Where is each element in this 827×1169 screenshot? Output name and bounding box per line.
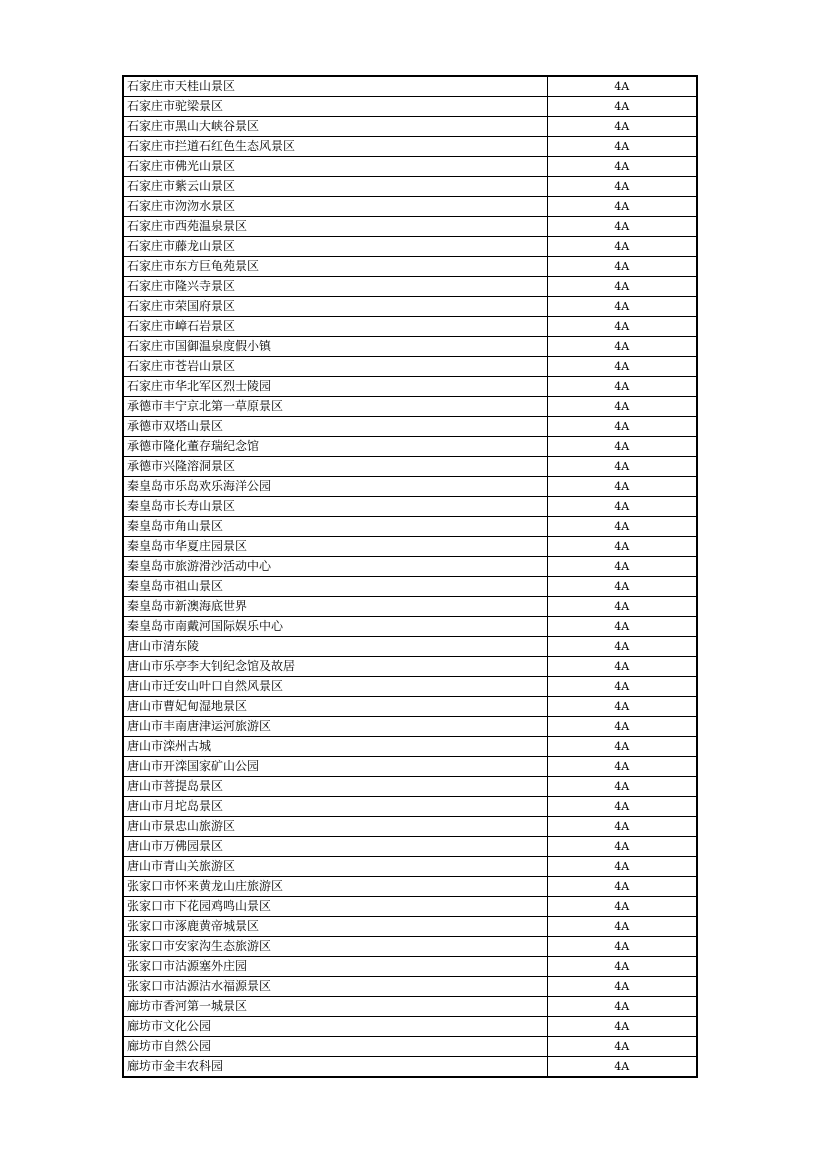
grade-cell: 4A	[547, 717, 697, 737]
table-row	[123, 877, 697, 897]
scenic-area-name-cell: 秦皇岛市角山景区	[123, 517, 547, 537]
grade-cell: 4A	[547, 897, 697, 917]
table-row	[123, 197, 697, 217]
grade-cell: 4A	[547, 76, 697, 97]
scenic-area-name-cell: 唐山市青山关旅游区	[123, 857, 547, 877]
scenic-area-name-cell: 秦皇岛市旅游滑沙活动中心	[123, 557, 547, 577]
grade-cell: 4A	[547, 637, 697, 657]
grade-cell: 4A	[547, 537, 697, 557]
grade-cell: 4A	[547, 957, 697, 977]
table-row	[123, 297, 697, 317]
grade-cell: 4A	[547, 817, 697, 837]
table-row	[123, 897, 697, 917]
grade-cell: 4A	[547, 777, 697, 797]
table-row	[123, 397, 697, 417]
table-row	[123, 277, 697, 297]
grade-cell: 4A	[547, 617, 697, 637]
grade-cell: 4A	[547, 597, 697, 617]
table-row	[123, 957, 697, 977]
scenic-area-name-cell: 唐山市丰南唐津运河旅游区	[123, 717, 547, 737]
grade-cell: 4A	[547, 1037, 697, 1057]
scenic-area-name-cell: 张家口市沽源沽水福源景区	[123, 977, 547, 997]
grade-cell: 4A	[547, 237, 697, 257]
grade-cell: 4A	[547, 117, 697, 137]
scenic-area-name-cell: 石家庄市天桂山景区	[123, 76, 547, 97]
scenic-area-name-cell: 承德市双塔山景区	[123, 417, 547, 437]
scenic-area-name-cell: 石家庄市国御温泉度假小镇	[123, 337, 547, 357]
scenic-area-name-cell: 唐山市迁安山叶口自然风景区	[123, 677, 547, 697]
grade-cell: 4A	[547, 437, 697, 457]
table-row	[123, 177, 697, 197]
grade-cell: 4A	[547, 577, 697, 597]
grade-cell: 4A	[547, 417, 697, 437]
grade-cell: 4A	[547, 657, 697, 677]
table-row	[123, 1057, 697, 1078]
grade-cell: 4A	[547, 477, 697, 497]
scenic-area-name-cell: 张家口市下花园鸡鸣山景区	[123, 897, 547, 917]
scenic-area-name-cell: 唐山市乐亭李大钊纪念馆及故居	[123, 657, 547, 677]
grade-cell: 4A	[547, 297, 697, 317]
table-row	[123, 617, 697, 637]
table-row	[123, 917, 697, 937]
grade-cell: 4A	[547, 497, 697, 517]
grade-cell: 4A	[547, 217, 697, 237]
table-row	[123, 777, 697, 797]
scenic-area-name-cell: 承德市丰宁京北第一草原景区	[123, 397, 547, 417]
scenic-area-name-cell: 石家庄市嶂石岩景区	[123, 317, 547, 337]
table-row	[123, 437, 697, 457]
scenic-area-name-cell: 张家口市怀来黄龙山庄旅游区	[123, 877, 547, 897]
grade-cell: 4A	[547, 877, 697, 897]
scenic-area-name-cell: 石家庄市黑山大峡谷景区	[123, 117, 547, 137]
grade-cell: 4A	[547, 257, 697, 277]
scenic-area-name-cell: 石家庄市紫云山景区	[123, 177, 547, 197]
table-row	[123, 757, 697, 777]
grade-cell: 4A	[547, 977, 697, 997]
grade-cell: 4A	[547, 857, 697, 877]
table-row	[123, 97, 697, 117]
table-row	[123, 157, 697, 177]
table-row	[123, 857, 697, 877]
scenic-area-name-cell: 石家庄市拦道石红色生态风景区	[123, 137, 547, 157]
grade-cell: 4A	[547, 357, 697, 377]
scenic-area-name-cell: 石家庄市苍岩山景区	[123, 357, 547, 377]
scenic-area-name-cell: 石家庄市荣国府景区	[123, 297, 547, 317]
grade-cell: 4A	[547, 97, 697, 117]
scenic-area-name-cell: 唐山市万佛园景区	[123, 837, 547, 857]
grade-cell: 4A	[547, 277, 697, 297]
table-row	[123, 677, 697, 697]
table-row	[123, 557, 697, 577]
table-row	[123, 577, 697, 597]
table-row	[123, 1017, 697, 1037]
table-row	[123, 337, 697, 357]
grade-cell: 4A	[547, 677, 697, 697]
table-row	[123, 797, 697, 817]
scenic-area-table	[122, 75, 698, 1078]
table-row	[123, 357, 697, 377]
scenic-area-name-cell: 唐山市菩提岛景区	[123, 777, 547, 797]
scenic-area-name-cell: 石家庄市藤龙山景区	[123, 237, 547, 257]
scenic-area-name-cell: 石家庄市东方巨龟苑景区	[123, 257, 547, 277]
table-row	[123, 217, 697, 237]
grade-cell: 4A	[547, 757, 697, 777]
scenic-area-name-cell: 廊坊市香河第一城景区	[123, 997, 547, 1017]
table-row	[123, 537, 697, 557]
grade-cell: 4A	[547, 837, 697, 857]
grade-cell: 4A	[547, 177, 697, 197]
scenic-area-name-cell: 唐山市景忠山旅游区	[123, 817, 547, 837]
grade-cell: 4A	[547, 997, 697, 1017]
table-row	[123, 937, 697, 957]
scenic-area-name-cell: 唐山市清东陵	[123, 637, 547, 657]
grade-cell: 4A	[547, 557, 697, 577]
table-row	[123, 517, 697, 537]
grade-cell: 4A	[547, 397, 697, 417]
scenic-area-name-cell: 廊坊市金丰农科园	[123, 1057, 547, 1078]
grade-cell: 4A	[547, 517, 697, 537]
scenic-area-name-cell: 廊坊市自然公园	[123, 1037, 547, 1057]
table-row	[123, 977, 697, 997]
scenic-area-name-cell: 唐山市滦州古城	[123, 737, 547, 757]
grade-cell: 4A	[547, 157, 697, 177]
grade-cell: 4A	[547, 697, 697, 717]
grade-cell: 4A	[547, 937, 697, 957]
table-row	[123, 657, 697, 677]
scenic-area-name-cell: 秦皇岛市长寿山景区	[123, 497, 547, 517]
table-row	[123, 837, 697, 857]
scenic-area-name-cell: 张家口市涿鹿黄帝城景区	[123, 917, 547, 937]
grade-cell: 4A	[547, 317, 697, 337]
scenic-area-name-cell: 秦皇岛市乐岛欢乐海洋公园	[123, 477, 547, 497]
table-body	[123, 76, 697, 1077]
scenic-area-name-cell: 承德市隆化董存瑞纪念馆	[123, 437, 547, 457]
table-row	[123, 257, 697, 277]
grade-cell: 4A	[547, 137, 697, 157]
scenic-area-name-cell: 秦皇岛市南戴河国际娱乐中心	[123, 617, 547, 637]
scenic-area-name-cell: 唐山市月坨岛景区	[123, 797, 547, 817]
table-row	[123, 997, 697, 1017]
scenic-area-name-cell: 石家庄市西苑温泉景区	[123, 217, 547, 237]
table-row	[123, 497, 697, 517]
scenic-area-name-cell: 张家口市沽源塞外庄园	[123, 957, 547, 977]
scenic-area-name-cell: 唐山市曹妃甸湿地景区	[123, 697, 547, 717]
grade-cell: 4A	[547, 917, 697, 937]
table-row	[123, 637, 697, 657]
scenic-area-name-cell: 秦皇岛市祖山景区	[123, 577, 547, 597]
grade-cell: 4A	[547, 797, 697, 817]
table-row	[123, 817, 697, 837]
table-row	[123, 377, 697, 397]
scenic-area-name-cell: 承德市兴隆溶洞景区	[123, 457, 547, 477]
table-row	[123, 117, 697, 137]
scenic-area-name-cell: 唐山市开滦国家矿山公园	[123, 757, 547, 777]
grade-cell: 4A	[547, 1057, 697, 1078]
scenic-area-name-cell: 石家庄市沕沕水景区	[123, 197, 547, 217]
grade-cell: 4A	[547, 737, 697, 757]
scenic-area-name-cell: 石家庄市佛光山景区	[123, 157, 547, 177]
scenic-area-name-cell: 石家庄市驼梁景区	[123, 97, 547, 117]
table-row	[123, 477, 697, 497]
grade-cell: 4A	[547, 337, 697, 357]
table-row	[123, 237, 697, 257]
table-row	[123, 417, 697, 437]
scenic-area-name-cell: 廊坊市文化公园	[123, 1017, 547, 1037]
table-row	[123, 1037, 697, 1057]
grade-cell: 4A	[547, 1017, 697, 1037]
grade-cell: 4A	[547, 377, 697, 397]
table-row	[123, 697, 697, 717]
scenic-area-name-cell: 石家庄市华北军区烈士陵园	[123, 377, 547, 397]
scenic-area-name-cell: 秦皇岛市华夏庄园景区	[123, 537, 547, 557]
table-row	[123, 597, 697, 617]
grade-cell: 4A	[547, 457, 697, 477]
scenic-area-name-cell: 张家口市安家沟生态旅游区	[123, 937, 547, 957]
table-row	[123, 737, 697, 757]
table-row	[123, 137, 697, 157]
table-row	[123, 76, 697, 97]
table-row	[123, 457, 697, 477]
table-row	[123, 317, 697, 337]
scenic-area-name-cell: 石家庄市隆兴寺景区	[123, 277, 547, 297]
grade-cell: 4A	[547, 197, 697, 217]
table-row	[123, 717, 697, 737]
scenic-area-name-cell: 秦皇岛市新澳海底世界	[123, 597, 547, 617]
